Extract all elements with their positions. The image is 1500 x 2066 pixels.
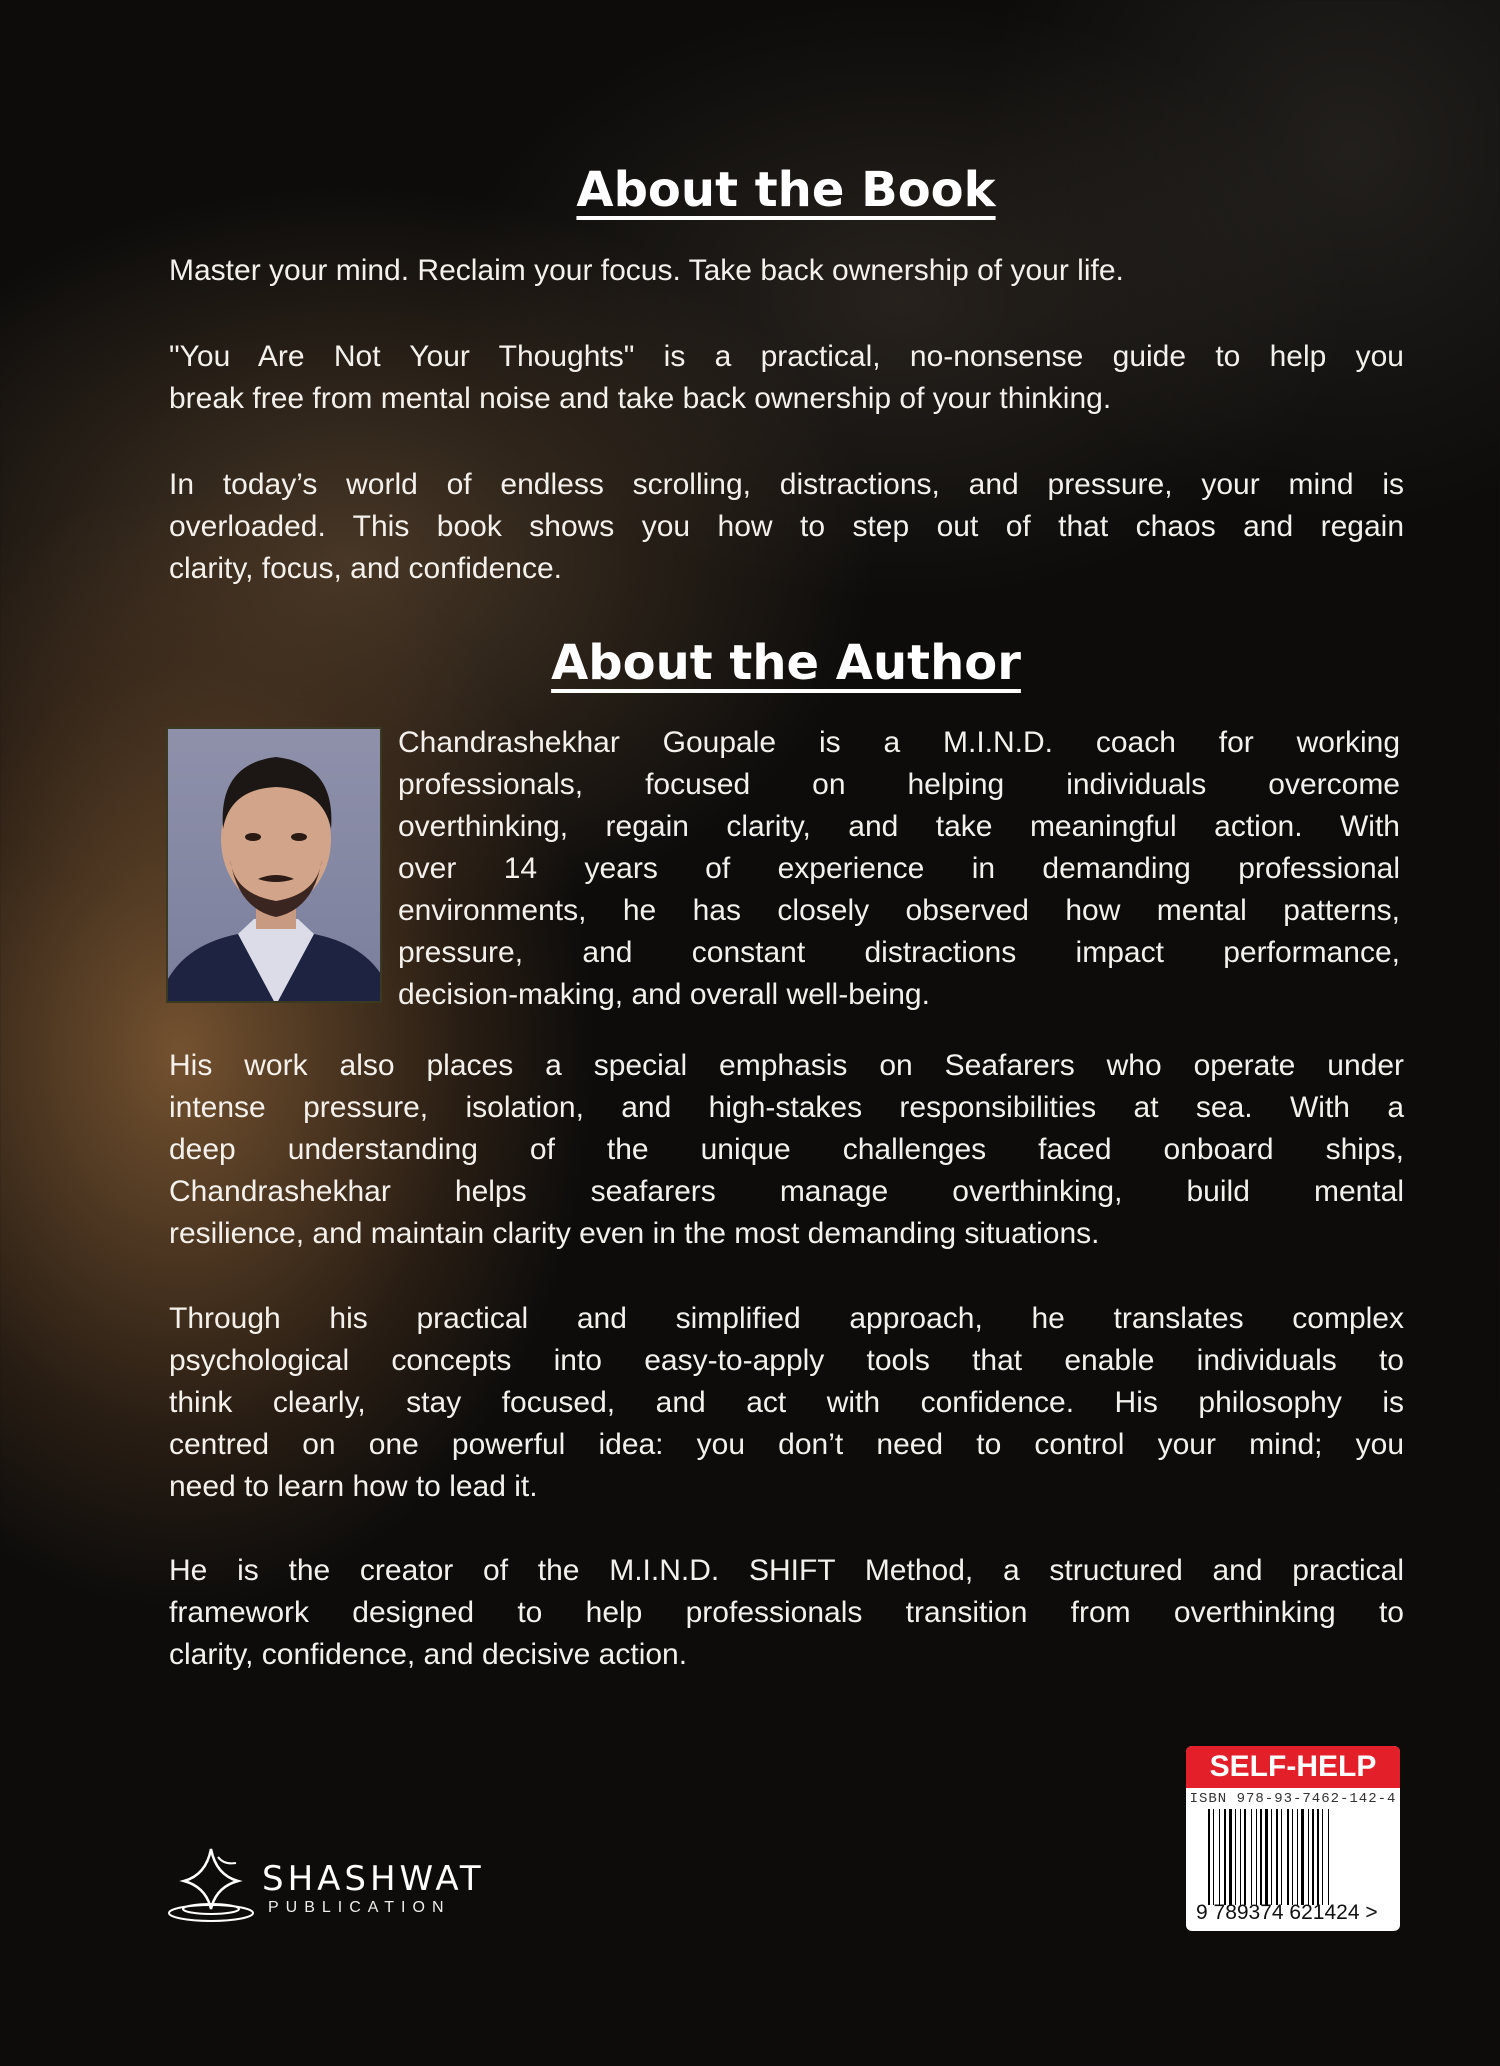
barcode-bar (1251, 1809, 1252, 1905)
barcode-bar (1269, 1809, 1270, 1905)
barcode-bar (1301, 1809, 1304, 1905)
barcode-bar (1227, 1809, 1228, 1905)
barcode-bar (1271, 1809, 1272, 1905)
author-bio-paragraph (398, 722, 1400, 1016)
barcode-bar (1258, 1809, 1259, 1905)
barcode-bar (1294, 1809, 1296, 1905)
barcode-bar (1290, 1809, 1291, 1905)
barcode-bar (1208, 1809, 1210, 1905)
barcode-bar (1229, 1809, 1232, 1905)
text-line: break free from mental noise and take back ownership of your thinking. (169, 382, 1112, 415)
text-line: professionals, focused on helping individuals overcome (398, 768, 1400, 801)
barcode-bar (1235, 1809, 1236, 1905)
barcode-bar (1315, 1809, 1316, 1905)
barcode-digits: 9 789374 621424 > (1196, 1901, 1378, 1924)
text-line: framework designed to help professionals transition from overthinking to (169, 1596, 1404, 1629)
text-line: Master your mind. Reclaim your focus. Take back ownership of your life. (169, 254, 1124, 287)
text-line: environments, he has closely observed how mental patterns, (398, 894, 1400, 927)
barcode-bar (1297, 1809, 1298, 1905)
about-author-heading (0, 635, 1500, 691)
barcode-bar (1287, 1809, 1289, 1905)
text-line: Chandrashekhar helps seafarers manage overthinking, build mental (169, 1175, 1404, 1208)
barcode-bar (1317, 1809, 1319, 1905)
publisher-logo (166, 1845, 506, 1925)
text-line: "You Are Not Your Thoughts" is a practical, no-nonsense guide to help you (169, 340, 1404, 373)
barcode-bar (1213, 1809, 1214, 1905)
text-line: think clearly, stay focused, and act with confidence. His philosophy is (169, 1386, 1404, 1419)
barcode-bar (1322, 1809, 1323, 1905)
barcode-bar (1312, 1809, 1314, 1905)
text-line: Chandrashekhar Goupale is a M.I.N.D. coach for working (398, 726, 1400, 759)
text-line: overthinking, regain clarity, and take meaningful action. With (398, 810, 1400, 843)
barcode-bar (1276, 1809, 1278, 1905)
text-line: centred on one powerful idea: you don’t need to control your mind; you (169, 1428, 1404, 1461)
barcode-bar (1279, 1809, 1280, 1905)
text-line: decision-making, and overall well-being. (398, 978, 930, 1011)
book-paragraph (169, 336, 1404, 420)
barcode-bar (1219, 1809, 1220, 1905)
text-line: pressure, and constant distractions impact performance, (398, 936, 1400, 969)
text-line: He is the creator of the M.I.N.D. SHIFT Method, a structured and practical (169, 1554, 1404, 1587)
barcode-bar (1265, 1809, 1268, 1905)
text-line: His work also places a special emphasis on Seafarers who operate under (169, 1049, 1404, 1082)
barcode-bar (1263, 1809, 1264, 1905)
barcode-bar (1273, 1809, 1275, 1905)
barcode-bar (1253, 1809, 1255, 1905)
author-photo (166, 727, 382, 1003)
barcode-bar (1244, 1809, 1246, 1905)
barcode-bar (1324, 1809, 1327, 1905)
publisher-star-icon (166, 1845, 261, 1925)
barcode-bar (1283, 1809, 1286, 1905)
author-method-paragraph (169, 1550, 1404, 1676)
text-line: In today’s world of endless scrolling, distractions, and pressure, your mind is (169, 468, 1404, 501)
isbn-text: ISBN 978-93-7462-142-4 (1189, 1791, 1397, 1807)
text-line: clarity, focus, and confidence. (169, 552, 562, 585)
category-label: SELF-HELP (1186, 1746, 1400, 1788)
barcode-bar (1233, 1809, 1234, 1905)
about-book-heading (0, 162, 1500, 218)
author-approach-paragraph (169, 1298, 1404, 1508)
barcode-bar (1260, 1809, 1262, 1905)
about-book-heading-text: About the Book (576, 162, 996, 218)
text-line: clarity, confidence, and decisive action. (169, 1638, 688, 1671)
author-portrait-icon (168, 729, 382, 1003)
barcode-bar (1328, 1809, 1329, 1905)
barcode-bar (1281, 1809, 1282, 1905)
barcode-bar (1224, 1809, 1226, 1905)
text-line: over 14 years of experience in demanding professional (398, 852, 1400, 885)
about-author-heading-text: About the Author (551, 635, 1021, 691)
barcode (1208, 1809, 1388, 1905)
text-line: deep understanding of the unique challenges faced onboard ships, (169, 1133, 1404, 1166)
isbn-barcode-block (1186, 1746, 1400, 1931)
text-line: intense pressure, isolation, and high-stakes responsibilities at sea. With a (169, 1091, 1404, 1124)
author-work-paragraph (169, 1045, 1404, 1255)
text-line: psychological concepts into easy-to-apply tools that enable individuals to (169, 1344, 1404, 1377)
barcode-bar (1310, 1809, 1311, 1905)
text-line: Through his practical and simplified approach, he translates complex (169, 1302, 1404, 1335)
text-line: overloaded. This book shows you how to step out of that chaos and regain (169, 510, 1404, 543)
barcode-bar (1240, 1809, 1241, 1905)
barcode-bar (1330, 1809, 1332, 1905)
barcode-bar (1215, 1809, 1218, 1905)
book-paragraph (169, 250, 1404, 292)
barcode-bar (1292, 1809, 1293, 1905)
barcode-bar (1305, 1809, 1307, 1905)
barcode-bar (1256, 1809, 1257, 1905)
barcode-bar (1308, 1809, 1309, 1905)
barcode-bar (1247, 1809, 1250, 1905)
barcode-bar (1299, 1809, 1300, 1905)
book-paragraph (169, 464, 1404, 590)
barcode-bar (1211, 1809, 1212, 1905)
barcode-bar (1221, 1809, 1223, 1905)
publisher-sub: PUBLICATION (268, 1899, 451, 1916)
barcode-bar (1320, 1809, 1321, 1905)
barcode-bar (1237, 1809, 1239, 1905)
text-line: need to learn how to lead it. (169, 1470, 538, 1503)
publisher-name: SHASHWAT (262, 1859, 485, 1899)
text-line: resilience, and maintain clarity even in the most demanding situations. (169, 1217, 1100, 1250)
barcode-bar (1242, 1809, 1243, 1905)
